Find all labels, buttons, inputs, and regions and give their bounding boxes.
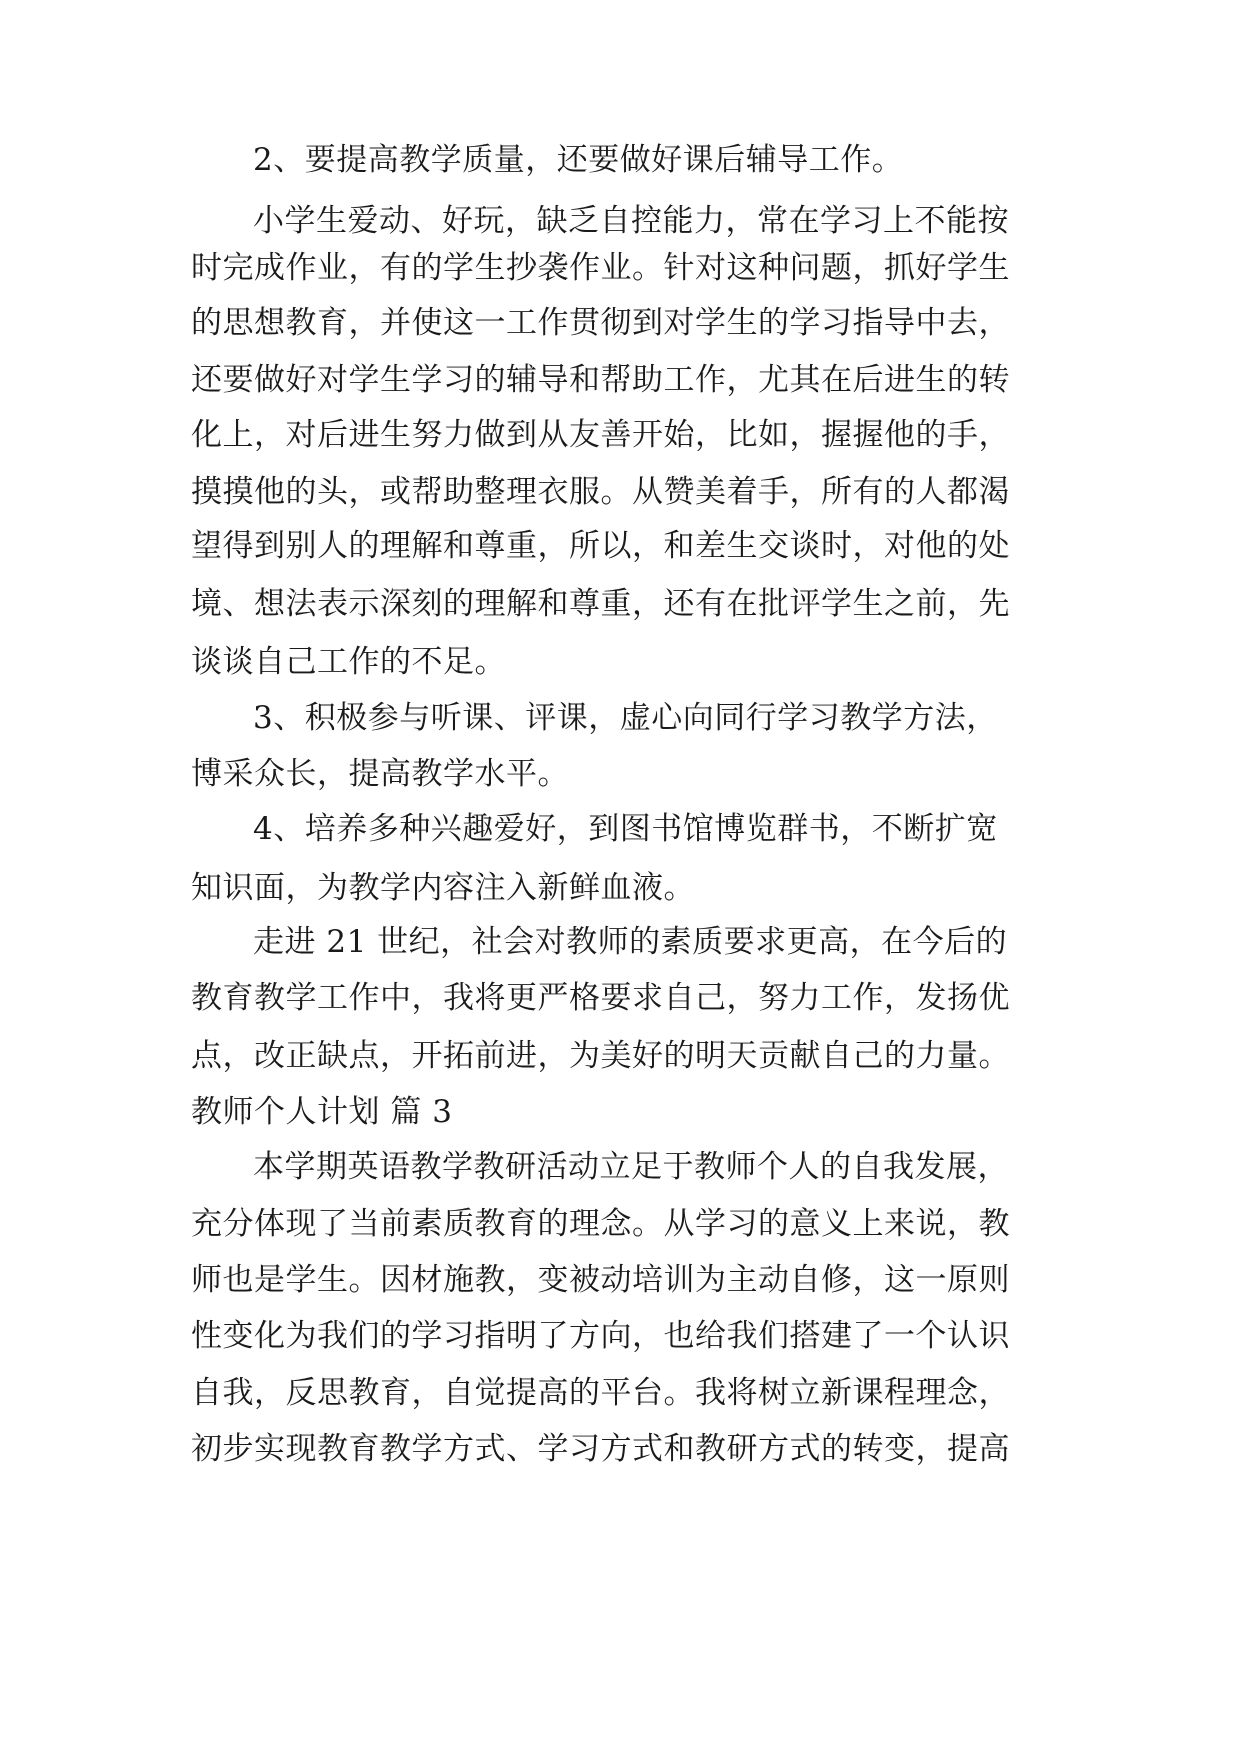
text-line: 小学生爱动、好玩，缺乏自控能力，常在学习上不能按	[253, 203, 1009, 239]
text-line: 本学期英语教学教研活动立足于教师个人的自我发展，	[253, 1149, 1009, 1185]
text-line: 还要做好对学生学习的辅导和帮助工作，尤其在后进生的转	[191, 362, 1010, 398]
text-line: 教育教学工作中，我将更严格要求自己，努力工作，发扬优	[191, 980, 1010, 1016]
text-line: 的思想教育，并使这一工作贯彻到对学生的学习指导中去，	[191, 305, 1010, 341]
text-line: 初步实现教育教学方式、学习方式和教研方式的转变，提高	[191, 1431, 1010, 1467]
text-line: 走进 21 世纪，社会对教师的素质要求更高，在今后的	[253, 924, 1008, 960]
text-line: 知识面，为教学内容注入新鲜血液。	[191, 870, 695, 906]
text-line: 充分体现了当前素质教育的理念。从学习的意义上来说，教	[191, 1206, 1010, 1242]
text-line: 博采众长，提高教学水平。	[191, 756, 569, 792]
text-line: 3、积极参与听课、评课，虚心向同行学习教学方法，	[253, 700, 998, 736]
text-line: 4、培养多种兴趣爱好，到图书馆博览群书，不断扩宽	[253, 811, 998, 847]
text-line: 性变化为我们的学习指明了方向，也给我们搭建了一个认识	[191, 1318, 1010, 1354]
text-line: 时完成作业，有的学生抄袭作业。针对这种问题，抓好学生	[191, 250, 1010, 286]
section-heading: 教师个人计划 篇 3	[191, 1094, 453, 1130]
text-line: 2、要提高教学质量，还要做好课后辅导工作。	[253, 142, 904, 178]
text-line: 点，改正缺点，开拓前进，为美好的明天贡献自己的力量。	[191, 1038, 1010, 1074]
text-line: 望得到别人的理解和尊重，所以，和差生交谈时，对他的处	[191, 528, 1010, 564]
text-line: 师也是学生。因材施教，变被动培训为主动自修，这一原则	[191, 1262, 1010, 1298]
text-line: 摸摸他的头，或帮助整理衣服。从赞美着手，所有的人都渴	[191, 474, 1010, 510]
text-line: 化上，对后进生努力做到从友善开始，比如，握握他的手，	[191, 417, 1010, 453]
text-line: 境、想法表示深刻的理解和尊重，还有在批评学生之前，先	[191, 586, 1010, 622]
text-line: 自我，反思教育，自觉提高的平台。我将树立新课程理念，	[191, 1375, 1010, 1411]
text-line: 谈谈自己工作的不足。	[191, 644, 506, 680]
